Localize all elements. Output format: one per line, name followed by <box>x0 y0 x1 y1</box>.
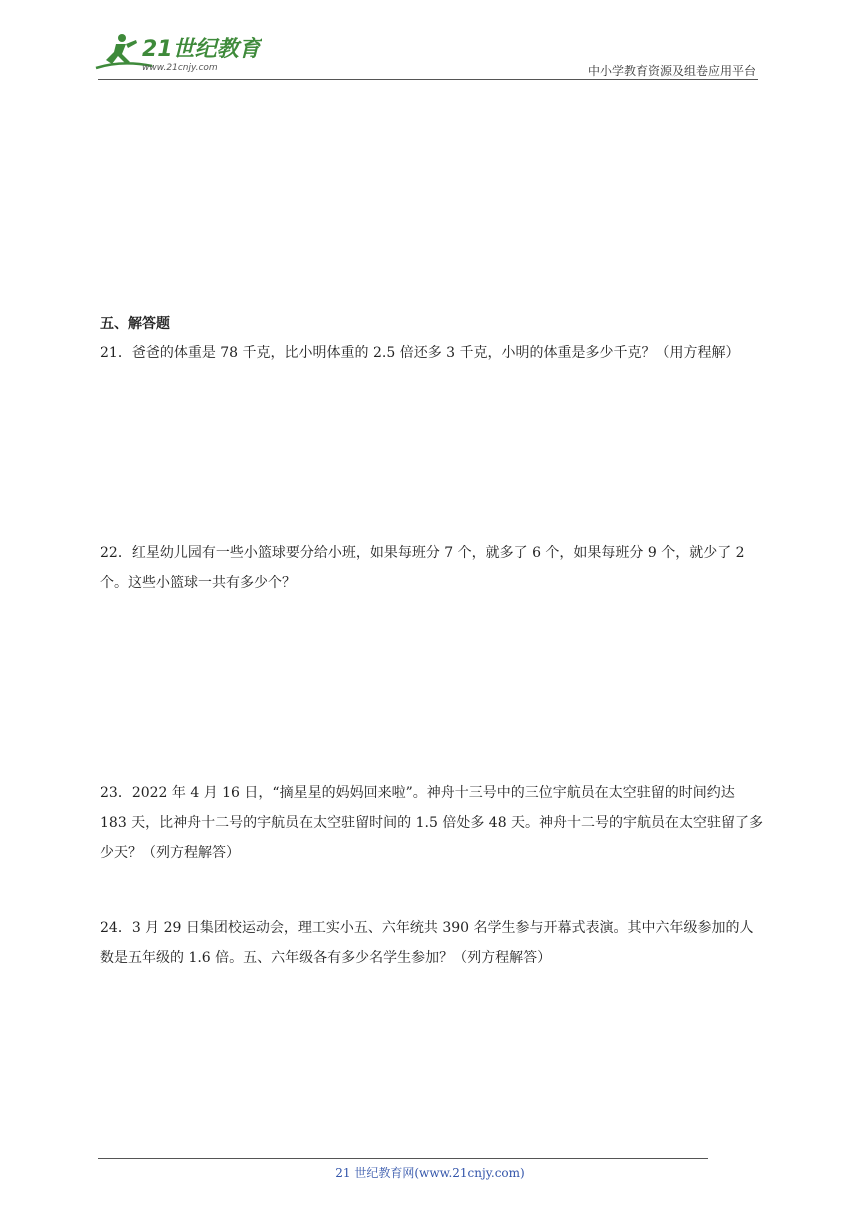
question-22: 22．红星幼儿园有一些小篮球要分给小班，如果每班分 7 个，就多了 6 个，如果每班分 9 个，就少了 2 个。这些小篮球一共有多少个？ <box>100 545 745 591</box>
section-title: 五、解答题 <box>100 316 170 332</box>
question-24: 24．3 月 29 日集团校运动会，理工实小五、六年统共 390 名学生参与开幕式表演。其中六年级参加的人数是五年级的 1.6 倍。五、六年级各有多少名学生参加？（列方程解答） <box>100 920 754 966</box>
question-21: 21．爸爸的体重是 78 千克，比小明体重的 2.5 倍还多 3 千克，小明的体重是多少千克？（用方程解） <box>100 345 740 361</box>
header-tagline: 中小学教育资源及组卷应用平台 <box>587 64 756 78</box>
footer-divider <box>98 1158 708 1159</box>
site-logo[interactable] <box>92 32 262 76</box>
page-header <box>0 0 860 80</box>
question-23: 23．2022 年 4 月 16 日，“摘星星的妈妈回来啦”。神舟十三号中的三位宇航员在太空驻留的时间约达 183 天，比神舟十二号的宇航员在太空驻留时间的 1.5 倍处多 48 天。神舟十二号的宇航员在太空驻留了多少天？（列方程解答） <box>100 785 764 861</box>
runner-logo-icon <box>92 32 262 76</box>
header-divider <box>98 79 758 80</box>
logo-wordmark: 21世纪教育 <box>142 37 261 62</box>
logo-url: www.21cnjy.com <box>142 63 218 73</box>
footer-link[interactable]: 21 世纪教育网(www.21cnjy.com) <box>335 1166 525 1180</box>
